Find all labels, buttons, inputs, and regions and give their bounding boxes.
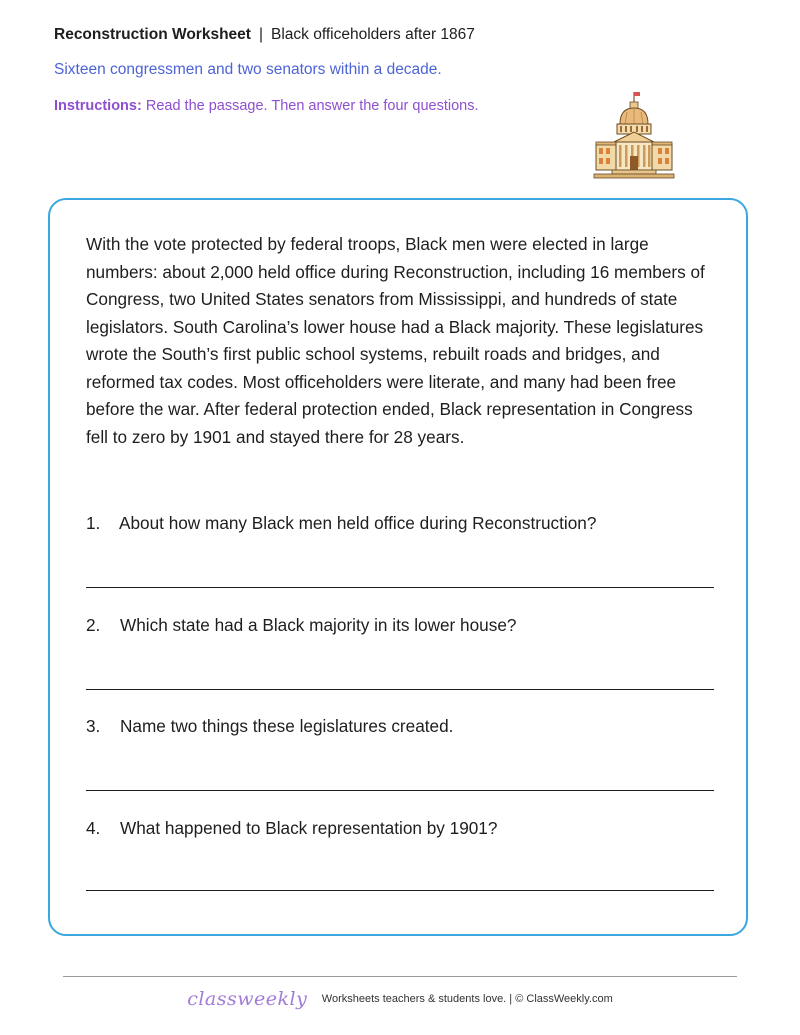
question-number: 1. bbox=[86, 513, 101, 533]
question-text: What happened to Black representation by 1901? bbox=[120, 818, 498, 838]
answer-line-3[interactable] bbox=[86, 790, 714, 791]
question-number: 4. bbox=[86, 818, 101, 838]
footer bbox=[0, 988, 800, 1010]
question-number: 3. bbox=[86, 716, 101, 736]
question-3 bbox=[86, 716, 453, 737]
instructions-label: Instructions: bbox=[54, 98, 142, 114]
brand-logo: classweekly bbox=[187, 988, 308, 1010]
question-text: Which state had a Black majority in its lower house? bbox=[120, 615, 517, 635]
worksheet-title: Reconstruction Worksheet bbox=[54, 26, 251, 43]
answer-line-2[interactable] bbox=[86, 689, 714, 690]
instructions bbox=[54, 98, 479, 114]
answer-line-4[interactable] bbox=[86, 890, 714, 891]
question-text: Name two things these legislatures created. bbox=[120, 716, 454, 736]
question-4 bbox=[86, 818, 497, 839]
worksheet-subtitle: Sixteen congressmen and two senators within a decade. bbox=[54, 61, 442, 78]
reading-passage: With the vote protected by federal troops, Black men were elected in large numbers: about 2,000 held office during Reconstruction, including 16 members of Congress, two United States senators from Mississippi, and hundreds of state legislators. South Carolina’s lower house had a Black majority. These legislatures wrote the South’s first public school systems, rebuilt roads and bridges, and reformed tax codes. Most officeholders were literate, and many had been free before the war. After federal protection ended, Black representation in Congress fell to zero by 1901 and stayed there for 28 years. bbox=[86, 234, 705, 447]
footer-tagline: Worksheets teachers & students love. | © ClassWeekly.com bbox=[321, 993, 613, 1005]
capitol-building-icon bbox=[592, 90, 676, 182]
header-separator: | bbox=[258, 26, 263, 43]
question-2 bbox=[86, 615, 516, 636]
question-number: 2. bbox=[86, 615, 101, 635]
footer-divider bbox=[63, 976, 737, 977]
worksheet-header bbox=[54, 26, 475, 44]
question-text: About how many Black men held office during Reconstruction? bbox=[119, 513, 597, 533]
answer-line-1[interactable] bbox=[86, 587, 714, 588]
instructions-text: Read the passage. Then answer the four questions. bbox=[145, 98, 479, 114]
worksheet-topic: Black officeholders after 1867 bbox=[270, 26, 475, 43]
question-1 bbox=[86, 513, 596, 534]
